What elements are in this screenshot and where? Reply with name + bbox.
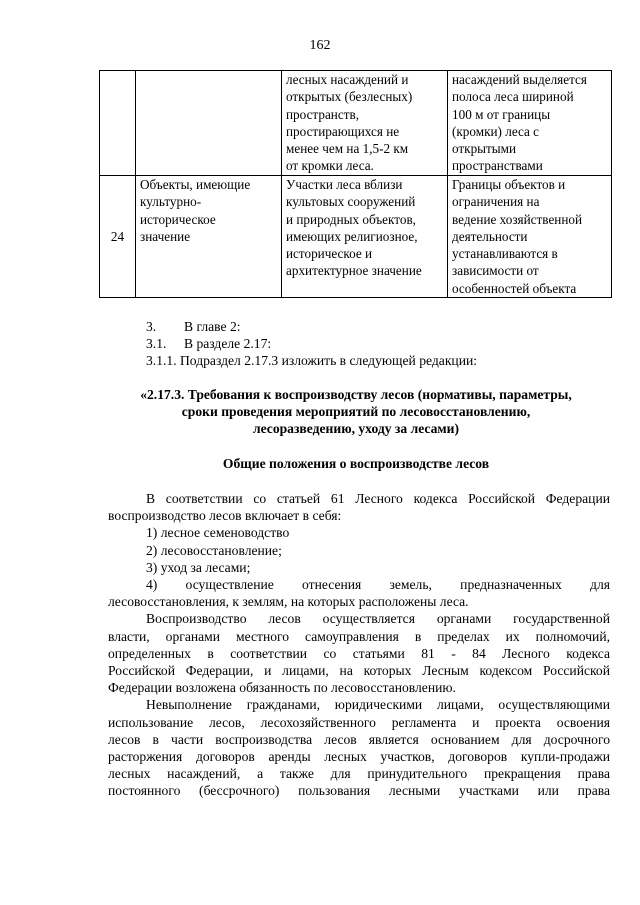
list-item-text: В разделе 2.17: (184, 336, 272, 352)
zone-cell (282, 71, 448, 176)
list-item: 2) лесовосстановление; (146, 542, 282, 558)
cell-text: открытых (безлесных) (286, 89, 413, 105)
cell-text: менее чем на 1,5-2 км (286, 141, 409, 157)
paragraph-line: использование лесов, лесохозяйственного регламента и проекта освоения (108, 714, 610, 730)
list-item: 3) уход за лесами; (146, 559, 251, 575)
cell-text: лесных насаждений и (286, 72, 409, 87)
cell-text: имеющих религиозное, (286, 228, 418, 244)
cell-text: простирающихся не (286, 123, 400, 139)
cell-text: Участки леса вблизи (286, 177, 403, 192)
section-heading-line: сроки проведения мероприятий по лесовосстановлению, (181, 404, 531, 420)
cell-text: историческое и (286, 246, 373, 262)
list-item (108, 318, 610, 335)
row-number-cell (100, 71, 136, 176)
section-heading-line: лесоразведению, уходу за лесами) (252, 421, 460, 437)
section-heading (100, 386, 612, 438)
paragraph-line: Российской Федерации, и лицами, на которых Лесным кодексом Российской (108, 663, 610, 679)
cell-text: от кромки леса. (286, 158, 374, 174)
cell-text: архитектурное значение (286, 263, 422, 279)
cell-text: ведение хозяйственной (452, 211, 583, 227)
paragraph-line: расторжения договоров аренды лесных участков, договоров купли-продажи (108, 749, 610, 765)
cell-text: Границы объектов и (452, 177, 566, 192)
subheading: Общие положения о воспроизводстве лесов (222, 456, 490, 471)
cell-text: культурно- (140, 194, 202, 210)
object-cell (136, 176, 282, 298)
paragraph-line: В соответствии со статьей 61 Лесного кодекса Российской Федерации (146, 491, 610, 506)
cell-text: Объекты, имеющие (140, 177, 251, 192)
boundary-cell (448, 176, 612, 298)
list-item-number: 3.1. (146, 336, 167, 352)
cell-text: деятельности (452, 228, 528, 244)
list-item: 4) осуществление отнесения земель, предназначенных для (146, 577, 610, 593)
section-heading-line: «2.17.3. Требования к воспроизводству лесов (нормативы, параметры, (140, 387, 572, 402)
body-paragraphs (108, 490, 610, 800)
cell-text: ограничения на (452, 194, 540, 210)
paragraph-line: власти, органами местного самоуправления в пределах их полномочий, (108, 628, 610, 644)
cell-text: устанавливаются в (452, 246, 558, 262)
cell-text: насаждений выделяется (452, 72, 587, 87)
cell-text: открытыми (452, 141, 517, 157)
cell-text: значение (140, 228, 191, 244)
boundary-cell (448, 71, 612, 176)
list-item (108, 335, 610, 352)
cell-text: пространств, (286, 106, 359, 122)
amendment-list (108, 318, 610, 370)
cell-text: культовых сооружений (286, 194, 416, 210)
paragraph-line: Невыполнение гражданами, юридическими лицами, осуществляющими (146, 697, 610, 713)
table-row (100, 71, 612, 176)
cell-text: (кромки) леса с (452, 123, 540, 139)
cell-text: особенностей объекта (452, 280, 577, 296)
paragraph-line: лесовосстановления, к землям, на которых расположены леса. (108, 594, 469, 610)
cell-text: полоса леса шириной (452, 89, 574, 105)
paragraph-line: воспроизводство лесов включает в себя: (108, 508, 342, 524)
paragraph-line: лесных насаждений, а также для принудительного прекращения права (108, 766, 610, 782)
paragraph-line: Воспроизводство лесов осуществляется органами государственной (146, 611, 610, 627)
list-item: 1) лесное семеноводство (146, 525, 290, 541)
list-item-text: В главе 2: (184, 319, 241, 334)
list-item: 3.1.1. Подраздел 2.17.3 изложить в следующей редакции: (146, 353, 478, 369)
object-cell (136, 71, 282, 176)
forest-zones-table (99, 70, 612, 298)
cell-text: и природных объектов, (286, 211, 416, 227)
cell-text: историческое (140, 211, 216, 227)
paragraph-line: постоянного (бессрочного) пользования лесными участками или права (108, 783, 610, 799)
cell-text: 100 м от границы (452, 106, 551, 122)
cell-text: зависимости от (452, 263, 539, 279)
paragraph-line: определенных в соответствии со статьями 81 - 84 Лесного кодекса (108, 645, 610, 661)
cell-text: пространствами (452, 158, 543, 174)
paragraph-line: Федерации возложена обязанность по лесовосстановлению. (108, 680, 456, 696)
page-number: 162 (309, 38, 331, 53)
zone-cell (282, 176, 448, 298)
row-number-cell: 24 (100, 176, 136, 298)
list-item-number: 3. (146, 319, 157, 334)
paragraph-line: лесов в части воспроизводства лесов является основанием для досрочного (108, 731, 610, 747)
table-row (100, 176, 612, 298)
